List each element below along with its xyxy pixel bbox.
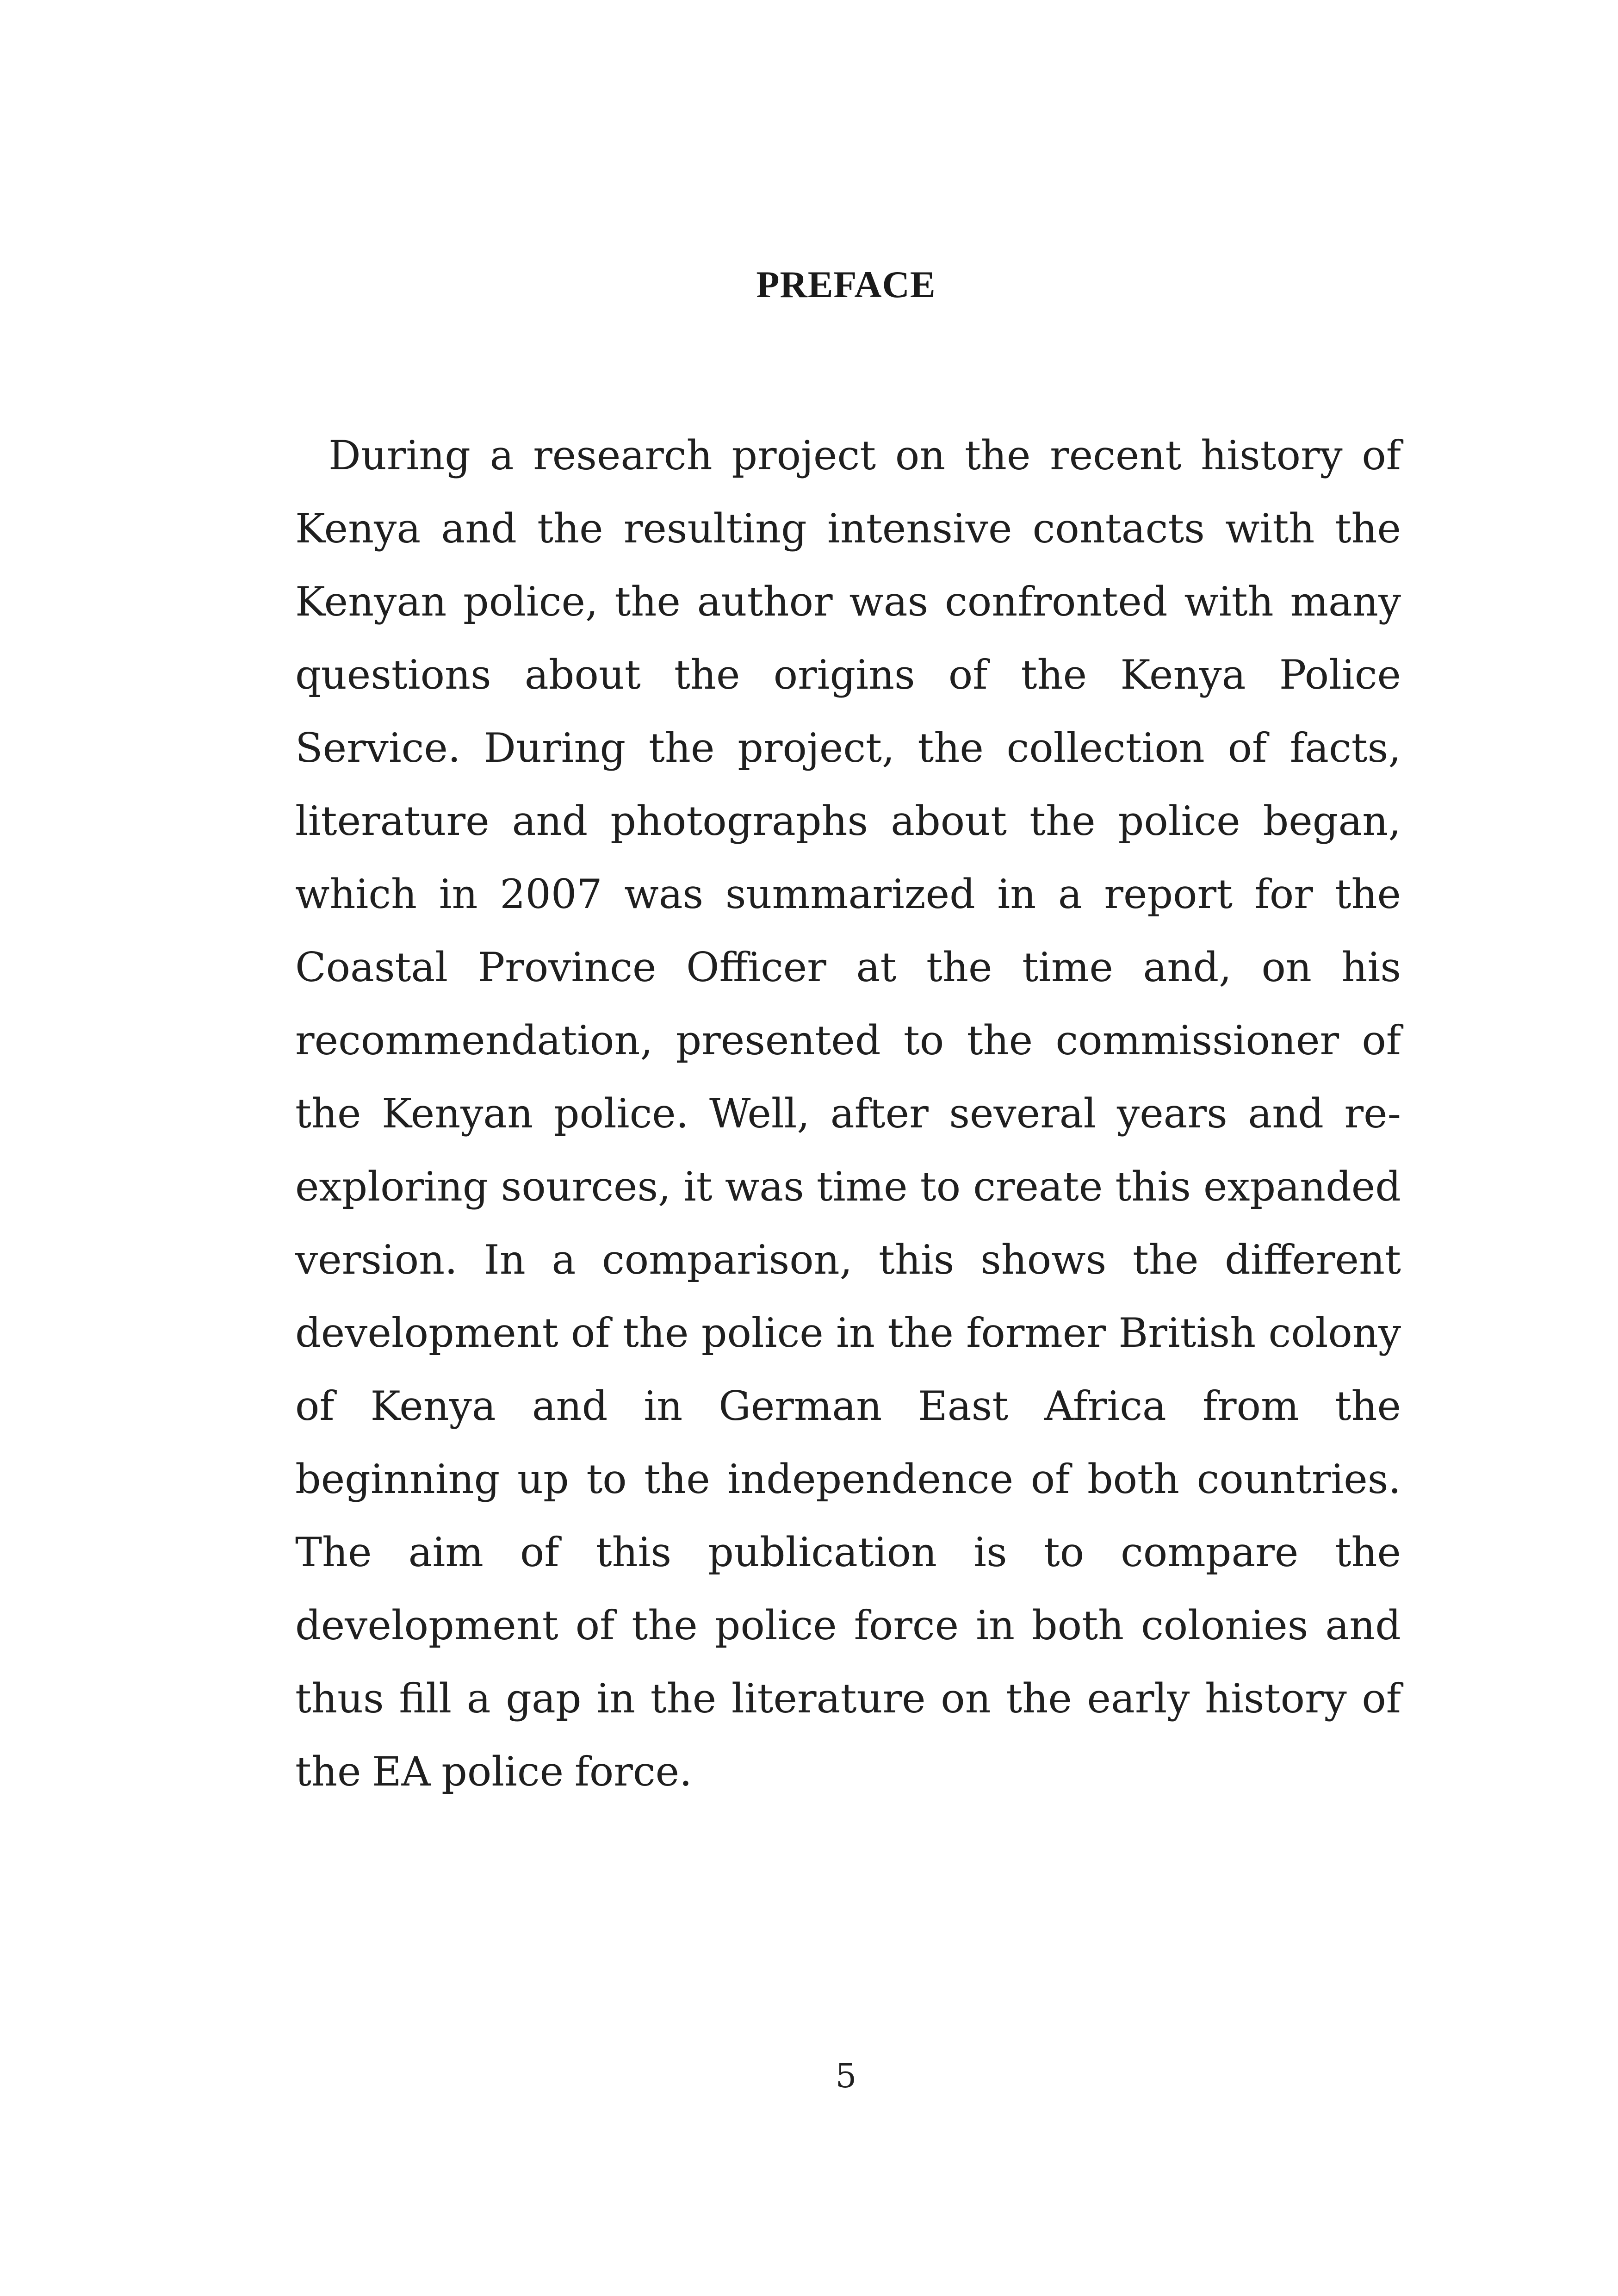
- page-title: PREFACE: [756, 263, 936, 305]
- page-number: 5: [835, 2056, 857, 2095]
- preface-paragraph: During a research project on the recent history of Kenya and the resulting intensive contacts with the Kenyan police, the author was confronted with many questions about the origins of the Kenya Police Service. During the project, the collection of facts, literature and photographs about the police began, which in 2007 was summarized in a report for the Coastal Province Officer at the time and, on his recommendation, presented to the commissioner of the Kenyan police. Well, after several years and re-exploring sources, it was time to create this expanded version. In a comparison, this shows the different development of the police in the former British colony of Kenya and in German East Africa from the beginning up to the independence of both countries. The aim of this publication is to compare the development of the police force in both colonies and thus fill a gap in the literature on the early history of the EA police force.: [295, 432, 1401, 1795]
